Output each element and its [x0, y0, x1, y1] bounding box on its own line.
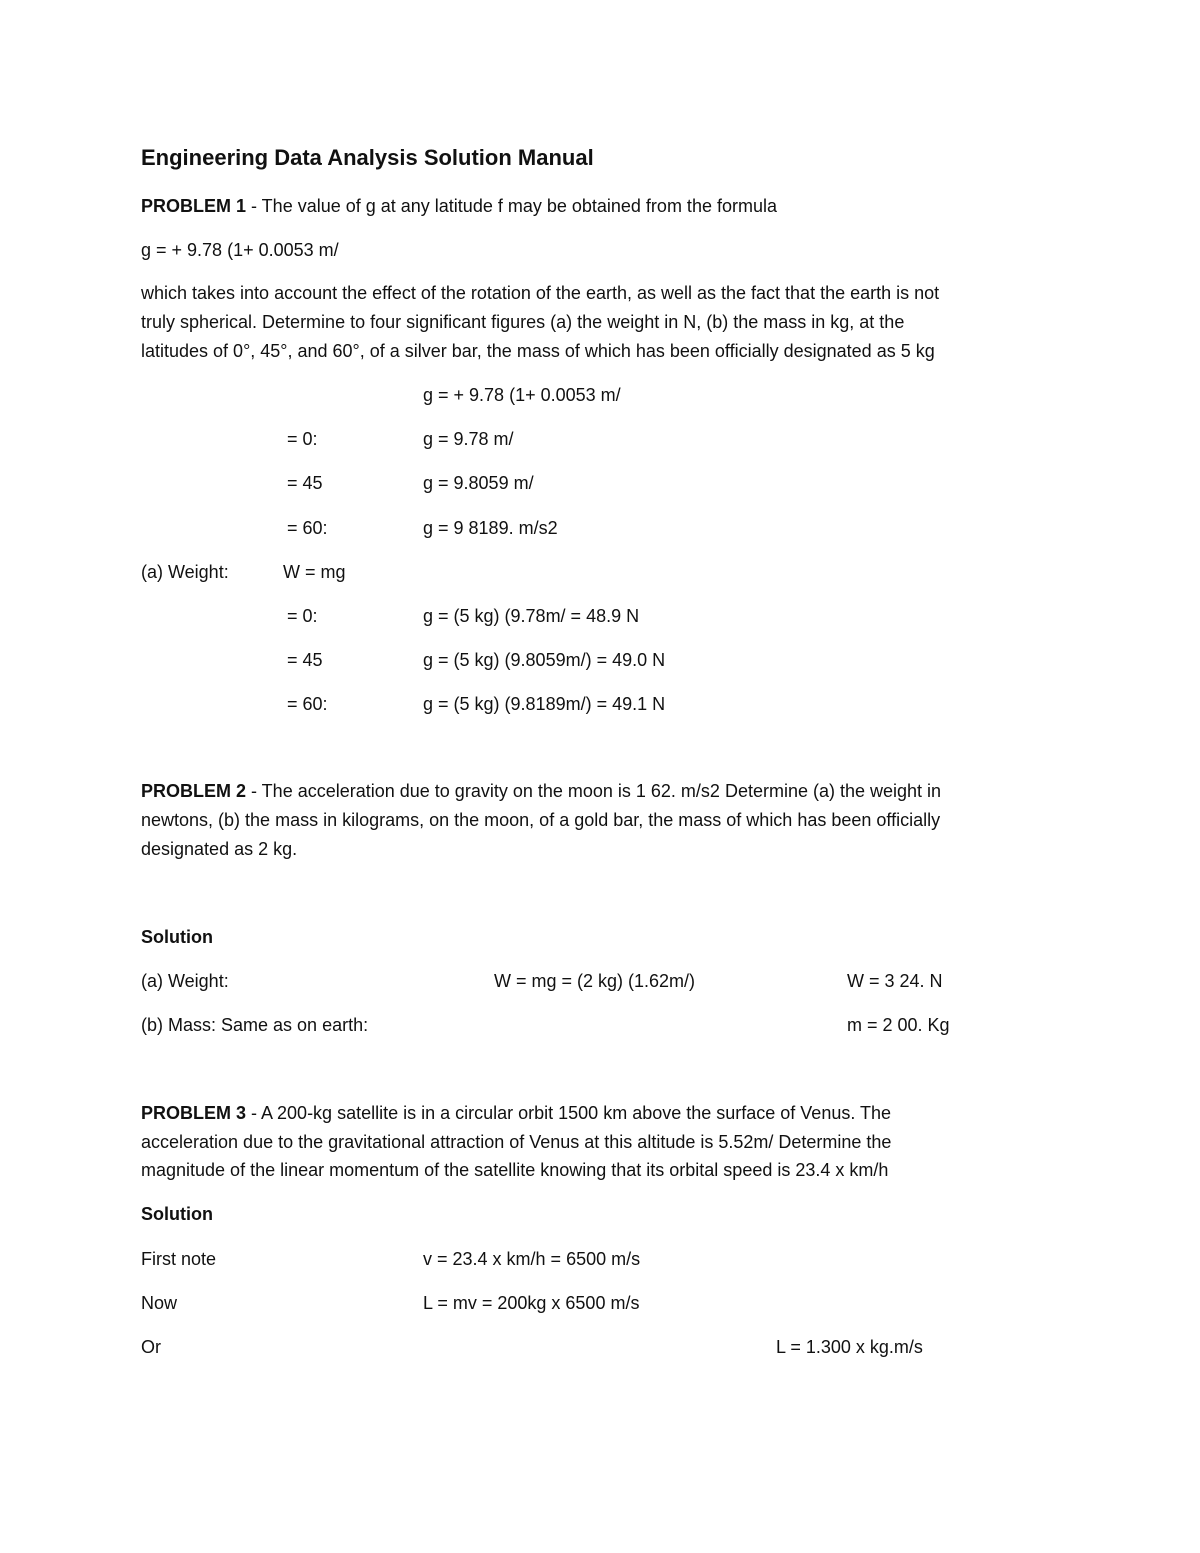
problem-1-formula-2: g = + 9.78 (1+ 0.0053 m/: [423, 385, 621, 405]
problem-1-formula: g = + 9.78 (1+ 0.0053 m/: [141, 240, 339, 260]
p3-step-3-equation: L = 1.300 x kg.m/s: [776, 1337, 923, 1357]
w-row-3-value: g = (5 kg) (9.8189m/) = 49.1 N: [423, 694, 666, 714]
problem-2-intro: [141, 779, 941, 803]
problem-3-intro-text: - A 200-kg satellite is in a circular orbit 1500 km above the surface of Venus. The: [246, 1103, 892, 1123]
weight-label: (a) Weight:: [141, 562, 229, 582]
p2-b-result: m = 2 00. Kg: [847, 1015, 950, 1035]
w-row-3-label: = 60:: [287, 694, 328, 714]
p2-b-label: (b) Mass: Same as on earth:: [141, 1015, 369, 1035]
problem-3-body-line-2: acceleration due to the gravitational attraction of Venus at this altitude is 5.52m/ Determine the: [141, 1132, 892, 1152]
problem-1-intro-text: - The value of g at any latitude f may be obtained from the formula: [246, 196, 777, 216]
w-row-2-value: g = (5 kg) (9.8059m/) = 49.0 N: [423, 650, 666, 670]
p3-step-2-equation: L = mv = 200kg x 6500 m/s: [423, 1293, 640, 1313]
problem-3-solution-text: Solution: [141, 1204, 213, 1224]
p3-step-1-equation: v = 23.4 x km/h = 6500 m/s: [423, 1249, 641, 1269]
w-row-1-label: = 0:: [287, 606, 318, 626]
problem-1-body-line-1: which takes into account the effect of the rotation of the earth, as well as the fact that the earth is not: [141, 283, 940, 303]
weight-equation: W = mg: [283, 562, 346, 582]
p3-step-3-label: Or: [141, 1337, 161, 1357]
w-row-1-value: g = (5 kg) (9.78m/ = 48.9 N: [423, 606, 640, 626]
problem-3-solution-heading: [141, 1202, 213, 1226]
problem-2-intro-text: - The acceleration due to gravity on the moon is 1 62. m/s2 Determine (a) the weight in: [246, 781, 942, 801]
problem-2-body-line-2: newtons, (b) the mass in kilograms, on the moon, of a gold bar, the mass of which has been officially: [141, 810, 941, 830]
p2-a-equation: W = mg = (2 kg) (1.62m/): [494, 971, 696, 991]
p2-a-label: (a) Weight:: [141, 971, 229, 991]
g-row-1-value: g = 9.78 m/: [423, 429, 514, 449]
problem-2-label: PROBLEM 2: [141, 781, 247, 801]
problem-1-intro: [141, 194, 777, 218]
g-row-1-label: = 0:: [287, 429, 318, 449]
problem-3-intro: [141, 1101, 891, 1125]
g-row-2-value: g = 9.8059 m/: [423, 473, 534, 493]
problem-1-body-line-3: latitudes of 0°, 45°, and 60°, of a silver bar, the mass of which has been officially designated as 5 kg: [141, 341, 935, 361]
w-row-2-label: = 45: [287, 650, 323, 670]
problem-2-body-line-3: designated as 2 kg.: [141, 839, 298, 859]
page-title: Engineering Data Analysis Solution Manual: [141, 145, 594, 170]
problem-3-body-line-3: magnitude of the linear momentum of the satellite knowing that its orbital speed is 23.4 x km/h: [141, 1160, 889, 1180]
p3-step-1-label: First note: [141, 1249, 217, 1269]
problem-2-solution-heading: [141, 925, 213, 949]
p2-a-result: W = 3 24. N: [847, 971, 943, 991]
problem-1-label: PROBLEM 1: [141, 196, 247, 216]
problem-2-solution-text: Solution: [141, 927, 213, 947]
g-row-3-value: g = 9 8189. m/s2: [423, 518, 558, 538]
problem-3-label: PROBLEM 3: [141, 1103, 247, 1123]
p3-step-2-label: Now: [141, 1293, 178, 1313]
g-row-3-label: = 60:: [287, 518, 328, 538]
g-row-2-label: = 45: [287, 473, 323, 493]
problem-1-body-line-2: truly spherical. Determine to four significant figures (a) the weight in N, (b) the mass in kg, at the: [141, 312, 905, 332]
